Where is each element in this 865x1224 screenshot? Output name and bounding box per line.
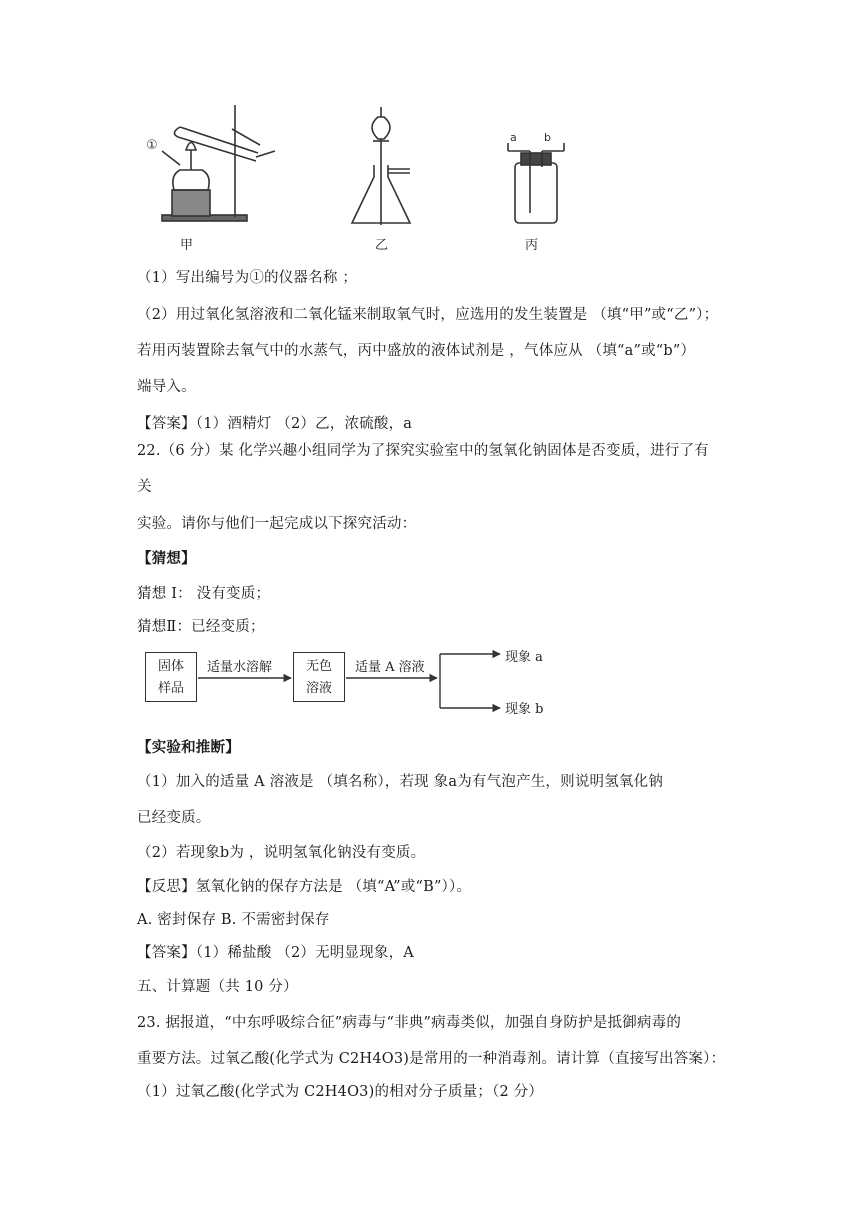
exp-1: （1）加入的适量 A 溶液是 （填名称），若现 象a为有气泡产生，则说明氢氧化钠: [137, 774, 664, 790]
q22-title-cont: 关: [137, 479, 152, 495]
q22-title: 22.（6 分）某 化学兴趣小组同学为了探究实验室中的氢氧化钠固体是否变质，进行了有: [137, 443, 709, 459]
q21-1: （1）写出编号为①的仪器名称 ；: [137, 270, 358, 286]
q23-intro: 23. 据报道，“中东呼吸综合征”病毒与“非典”病毒类似，加强自身防护是抵御病毒的: [137, 1015, 682, 1031]
exp-1-cont: 已经变质。: [137, 810, 211, 826]
section-5-heading: 五、计算题（共 10 分）: [137, 979, 298, 995]
reflection: 【反思】氢氧化钠的保存方法是 （填“A”或“B”））。: [137, 879, 472, 895]
out-b-label: 现象 b: [505, 702, 544, 717]
caption-bing: 丙: [525, 238, 539, 253]
circle-label: ①: [146, 138, 158, 153]
box2-line1: 无色: [305, 659, 332, 674]
port-b-label: b: [544, 131, 551, 144]
port-a-label: a: [510, 131, 517, 144]
experiment-heading: 【实验和推断】: [137, 739, 240, 756]
arrow1-label: 适量水溶解: [207, 660, 273, 675]
box1-line1: 固体: [157, 659, 184, 674]
q21-answer: 【答案】（1）酒精灯 （2）乙，浓硫酸，a: [137, 416, 413, 432]
q21-2: （2）用过氧化氢溶液和二氧化锰来制取氧气时，应选用的发生装置是 （填“甲”或“乙”）；: [137, 307, 719, 323]
q21-2-end: 端导入。: [137, 379, 196, 395]
caption-jia: 甲: [180, 238, 194, 253]
q22-intro: 实验。请你与他们一起完成以下探究活动：: [137, 516, 417, 532]
q21-2-cont: 若用丙装置除去氧气中的水蒸气，丙中盛放的液体试剂是 ，气体应从 （填“a”或“b”）: [137, 343, 696, 359]
q22-answer: 【答案】（1）稀盐酸 （2）无明显现象，A: [137, 945, 414, 961]
caption-yi: 乙: [375, 238, 389, 253]
q23-1: （1）过氧乙酸(化学式为 C2H4O3)的相对分子质量；（2 分）: [137, 1084, 544, 1100]
box2-line2: 溶液: [305, 681, 332, 696]
out-a-label: 现象 a: [505, 650, 543, 665]
exp-2: （2）若现象b为 ，说明氢氧化钠没有变质。: [137, 845, 426, 861]
arrow2-label: 适量 A 溶液: [355, 660, 425, 675]
q23-intro-cont: 重要方法。过氧乙酸(化学式为 C2H4O3)是常用的一种消毒剂。请计算（直接写出答案）：: [137, 1051, 726, 1067]
hypothesis-1: 猜想 Ⅰ： 没有变质；: [137, 586, 271, 602]
flow-diagram: [145, 650, 565, 715]
box1-line2: 样品: [157, 681, 184, 696]
reflection-options: A. 密封保存 B. 不需密封保存: [137, 912, 330, 928]
flow-arrows: [145, 650, 565, 715]
hypothesis-heading: 【猜想】: [137, 550, 196, 567]
hypothesis-2: 猜想Ⅱ：已经变质；: [137, 619, 265, 635]
